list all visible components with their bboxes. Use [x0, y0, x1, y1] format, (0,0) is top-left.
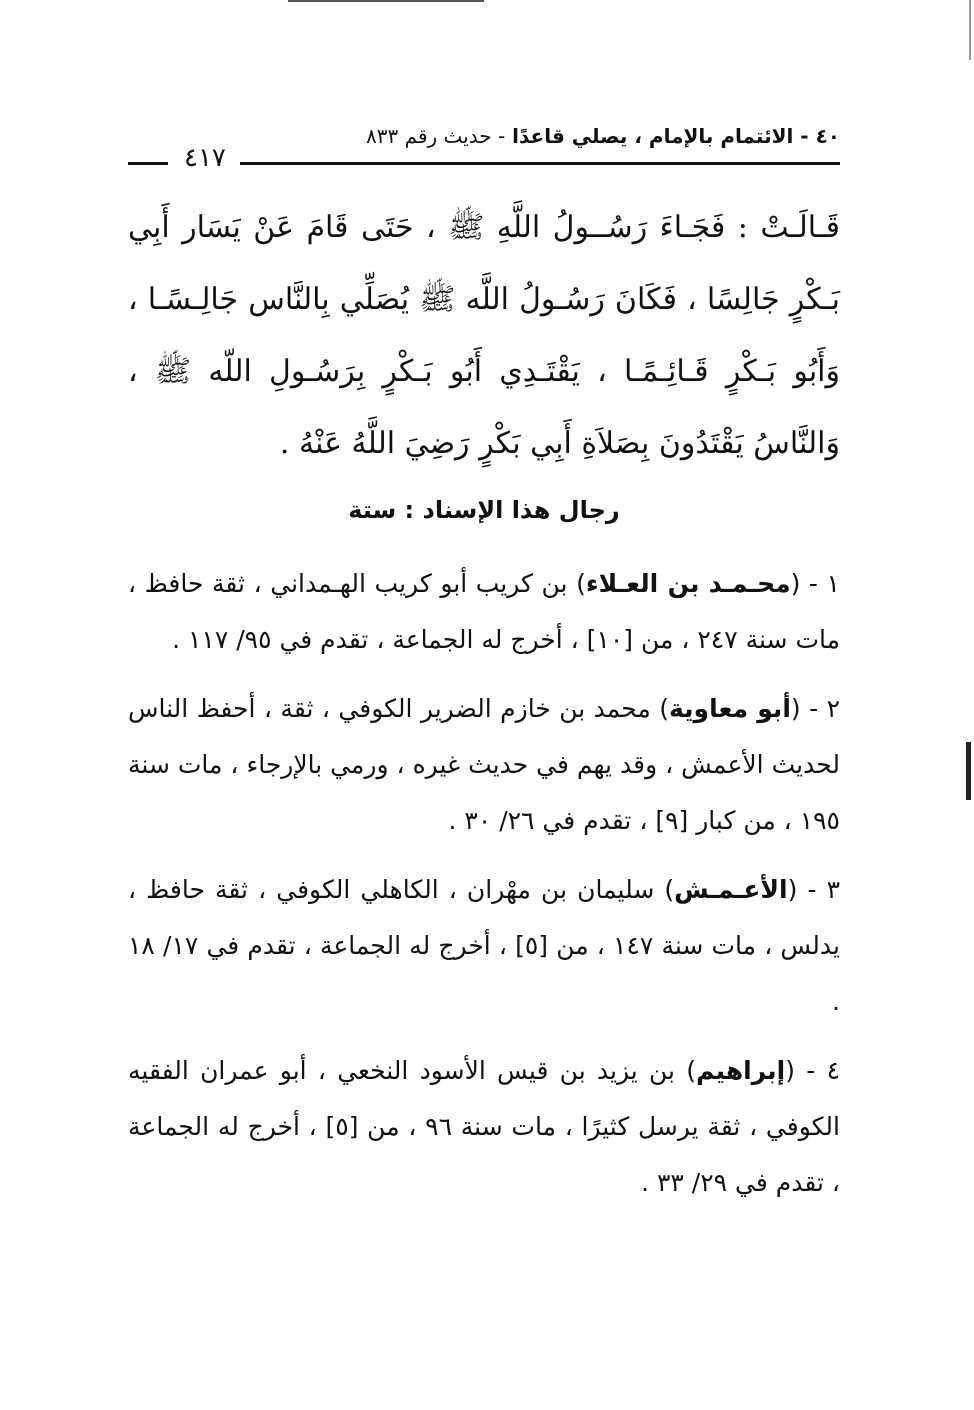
- narrator-entry: [128, 862, 840, 1030]
- page-number-dash: [128, 162, 168, 165]
- narrator-name: محـمـد بن العـلاء: [585, 569, 791, 598]
- narrator-number: ١ - (: [790, 569, 840, 598]
- chapter-title: ٤٠ - الائتمام بالإمام ، يصلي قاعدًا: [512, 124, 840, 148]
- narrator-details: ) بن كريب أبو كريب الهـمداني ، ثقة حافظ ، مات سنة ٢٤٧ ، من [١٠] ، أخرج له الجماعة ، تقدم في ٩٥/ ١١٧ .: [128, 569, 840, 654]
- section-heading: رجال هذا الإسناد : ستة: [348, 496, 620, 524]
- narrator-name: أبو معاوية: [668, 694, 791, 723]
- narrator-number: ٣ - (: [787, 875, 840, 904]
- narrator-list: [128, 556, 840, 1211]
- narrator-entry: [128, 556, 840, 668]
- hadith-text: قَـالَـتْ : فَجَـاءَ رَسُــولُ اللَّهِ ﷺ ، حَتَى قَامَ عَنْ يَسَار أَبِي بَـكْرٍ جَالِسًا ، فَكَانَ رَسُـولُ اللَّه ﷺ يُصَلِّي بِالنَّاس جَالِـسًـا ، وَأَبُو بَـكْرٍ قَـائِـمًـا ، يَقْتَـدِي أَبُو بَـكْرٍ بِرَسُـولِ اللّه ﷺ ، وَالنَّاسُ يَقْتَدُونَ بِصَلاَةِ أَبِي بَكْرٍ رَضِيَ اللَّهُ عَنْهُ .: [128, 210, 840, 461]
- narrator-name: إبراهيم: [696, 1056, 786, 1085]
- narrator-name: الأعـمـش: [674, 875, 788, 904]
- narrator-details: ) بن يزيد بن قيس الأسود النخعي ، أبو عمران الفقيه الكوفي ، ثقة يرسل كثيرًا ، مات سنة ٩٦ ، من [٥] ، أخرج له الجماعة ، تقدم في ٢٩/ ٣٣ .: [128, 1056, 840, 1197]
- scan-edge-line: [969, 0, 971, 60]
- narrator-entry: [128, 1043, 840, 1211]
- scan-margin-bar: [966, 742, 971, 800]
- hadith-reference: - حديث رقم ٨٣٣: [366, 124, 506, 148]
- header-rule: [240, 162, 840, 165]
- page-header: [128, 124, 840, 174]
- narrator-details: ) سليمان بن مهْران ، الكاهلي الكوفي ، ثقة حافظ ، يدلس ، مات سنة ١٤٧ ، من [٥] ، أخرج له الجماعة ، تقدم في ١٧/ ١٨ .: [128, 875, 840, 1016]
- narrator-details: ) محمد بن خازم الضرير الكوفي ، ثقة ، أحفظ الناس لحديث الأعمش ، وقد يهم في حديث غيره ، ورمي بالإرجاء ، مات سنة ١٩٥ ، من كبار [٩] ، تقدم في ٢٦/ ٣٠ .: [128, 694, 840, 835]
- page-number: ٤١٧: [178, 143, 232, 173]
- running-title: [366, 124, 840, 148]
- narrator-entry: [128, 681, 840, 849]
- narrator-number: ٤ - (: [785, 1056, 840, 1085]
- narrator-number: ٢ - (: [790, 694, 840, 723]
- top-edge-mark: [288, 0, 484, 2]
